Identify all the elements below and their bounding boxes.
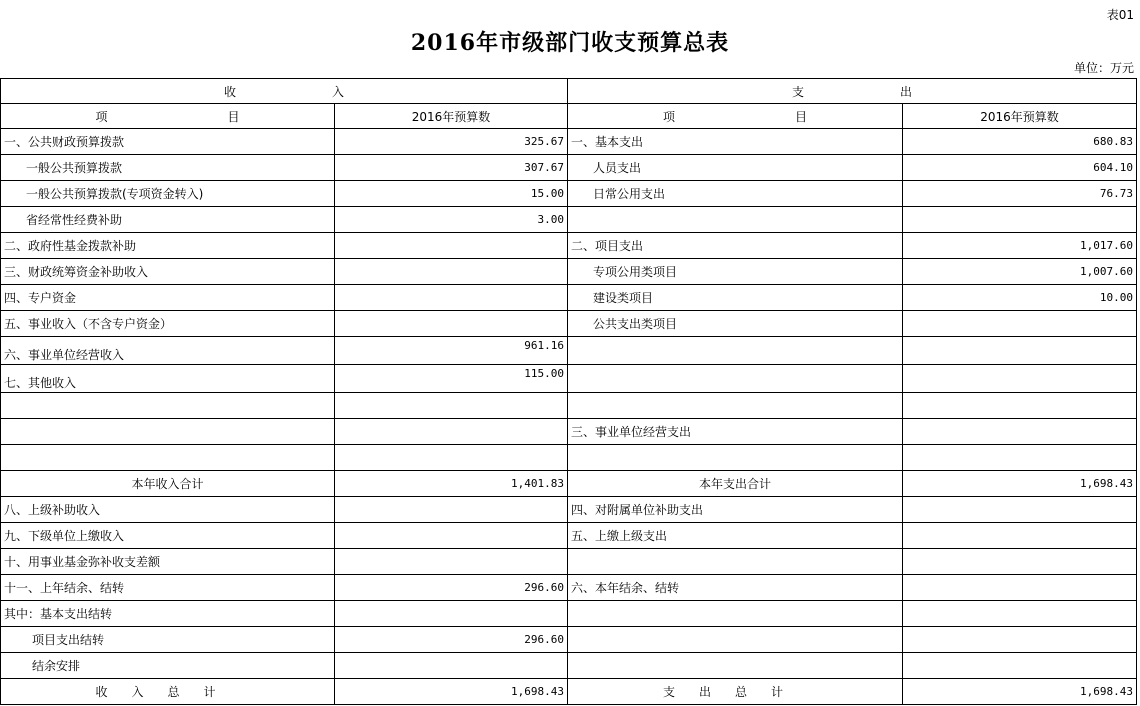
expense-header: 支 出: [568, 79, 1137, 104]
expense-value: 10.00: [903, 285, 1137, 311]
expense-item: 建设类项目: [568, 285, 903, 311]
income-subtotal-value: 1,401.83: [335, 471, 568, 497]
income-item: 八、上级补助收入: [1, 497, 335, 523]
income-value: [335, 445, 568, 471]
expense-value: [903, 575, 1137, 601]
income-header: 收 入: [1, 79, 568, 104]
income-value: 325.67: [335, 129, 568, 155]
expense-value: [903, 653, 1137, 679]
table-row: [1, 337, 1137, 365]
table-row: [1, 259, 1137, 285]
expense-value: [903, 445, 1137, 471]
table-row: [1, 365, 1137, 393]
income-value: [335, 419, 568, 445]
income-value: 296.60: [335, 575, 568, 601]
table-row: [1, 419, 1137, 445]
expense-item: [568, 549, 903, 575]
expense-item: 日常公用支出: [568, 181, 903, 207]
income-value: 296.60: [335, 627, 568, 653]
table-row: [1, 497, 1137, 523]
page-title: 2016年市级部门收支预算总表: [410, 30, 730, 56]
expense-value: [903, 497, 1137, 523]
expense-value: [903, 523, 1137, 549]
expense-item: 二、项目支出: [568, 233, 903, 259]
income-value: 3.00: [335, 207, 568, 233]
expense-value: 76.73: [903, 181, 1137, 207]
expense-item: 一、基本支出: [568, 129, 903, 155]
table-row: [1, 233, 1137, 259]
income-item: 九、下级单位上缴收入: [1, 523, 335, 549]
income-item: 四、专户资金: [1, 285, 335, 311]
expense-item: 四、对附属单位补助支出: [568, 497, 903, 523]
expense-total-value: 1,698.43: [903, 679, 1137, 705]
expense-item: 六、本年结余、结转: [568, 575, 903, 601]
expense-item: 人员支出: [568, 155, 903, 181]
expense-item: [568, 365, 903, 393]
income-value: 115.00: [335, 365, 568, 393]
table-row: [1, 679, 1137, 705]
expense-value: 1,017.60: [903, 233, 1137, 259]
income-item: 十一、上年结余、结转: [1, 575, 335, 601]
income-item: 十、用事业基金弥补收支差额: [1, 549, 335, 575]
expense-total-label: 支出总计: [568, 679, 903, 705]
expense-value: 604.10: [903, 155, 1137, 181]
income-value: [335, 601, 568, 627]
income-budget-header: 2016年预算数: [335, 104, 568, 129]
income-item: 结余安排: [1, 653, 335, 679]
expense-value: [903, 601, 1137, 627]
income-item: [1, 393, 335, 419]
unit-label: 单位：万元: [1073, 61, 1134, 75]
expense-item: 五、上缴上级支出: [568, 523, 903, 549]
income-item-header: 项 目: [1, 104, 335, 129]
expense-subtotal-value: 1,698.43: [903, 471, 1137, 497]
income-subtotal-label: 本年收入合计: [1, 471, 335, 497]
table-row: [1, 155, 1137, 181]
income-value: 15.00: [335, 181, 568, 207]
expense-item: [568, 207, 903, 233]
table-row: [1, 285, 1137, 311]
sheet-id: 表01: [1106, 8, 1134, 22]
expense-value: [903, 393, 1137, 419]
income-item: 一般公共预算拨款(专项资金转入): [1, 181, 335, 207]
expense-item: [568, 601, 903, 627]
income-item: 其中：基本支出结转: [1, 601, 335, 627]
expense-value: [903, 337, 1137, 365]
expense-item: [568, 393, 903, 419]
income-item: 一、公共财政预算拨款: [1, 129, 335, 155]
expense-value: [903, 365, 1137, 393]
expense-item-header: 项 目: [568, 104, 903, 129]
table-row: [1, 575, 1137, 601]
expense-value: 680.83: [903, 129, 1137, 155]
income-item: 五、事业收入（不含专户资金）: [1, 311, 335, 337]
income-value: [335, 233, 568, 259]
income-value: [335, 393, 568, 419]
table-row: [1, 181, 1137, 207]
income-item: 省经常性经费补助: [1, 207, 335, 233]
income-total-value: 1,698.43: [335, 679, 568, 705]
expense-value: [903, 311, 1137, 337]
income-value: [335, 653, 568, 679]
table-row: [1, 549, 1137, 575]
income-item: 二、政府性基金拨款补助: [1, 233, 335, 259]
expense-item: 专项公用类项目: [568, 259, 903, 285]
income-value: [335, 259, 568, 285]
budget-table: [0, 78, 1137, 705]
expense-value: [903, 627, 1137, 653]
table-row: [1, 601, 1137, 627]
expense-value: [903, 419, 1137, 445]
expense-value: [903, 549, 1137, 575]
income-item: 三、财政统筹资金补助收入: [1, 259, 335, 285]
income-item: 项目支出结转: [1, 627, 335, 653]
expense-item: [568, 445, 903, 471]
expense-item: [568, 653, 903, 679]
table-row: [1, 311, 1137, 337]
table-row: [1, 653, 1137, 679]
expense-budget-header: 2016年预算数: [903, 104, 1137, 129]
income-item: 一般公共预算拨款: [1, 155, 335, 181]
income-value: [335, 311, 568, 337]
income-value: 307.67: [335, 155, 568, 181]
expense-subtotal-label: 本年支出合计: [568, 471, 903, 497]
expense-item: 三、事业单位经营支出: [568, 419, 903, 445]
income-value: [335, 549, 568, 575]
income-item: 七、其他收入: [1, 365, 335, 393]
income-item: 六、事业单位经营收入: [1, 337, 335, 365]
expense-value: 1,007.60: [903, 259, 1137, 285]
income-item: [1, 419, 335, 445]
table-row: [1, 471, 1137, 497]
table-row: [1, 627, 1137, 653]
expense-item: 公共支出类项目: [568, 311, 903, 337]
income-value: [335, 523, 568, 549]
income-value: [335, 285, 568, 311]
expense-item: [568, 627, 903, 653]
table-row: [1, 445, 1137, 471]
expense-value: [903, 207, 1137, 233]
income-total-label: 收入总计: [1, 679, 335, 705]
table-row: [1, 523, 1137, 549]
income-value: 961.16: [335, 337, 568, 365]
income-item: [1, 445, 335, 471]
income-value: [335, 497, 568, 523]
table-row: [1, 207, 1137, 233]
expense-item: [568, 337, 903, 365]
table-row: [1, 393, 1137, 419]
table-row: [1, 129, 1137, 155]
